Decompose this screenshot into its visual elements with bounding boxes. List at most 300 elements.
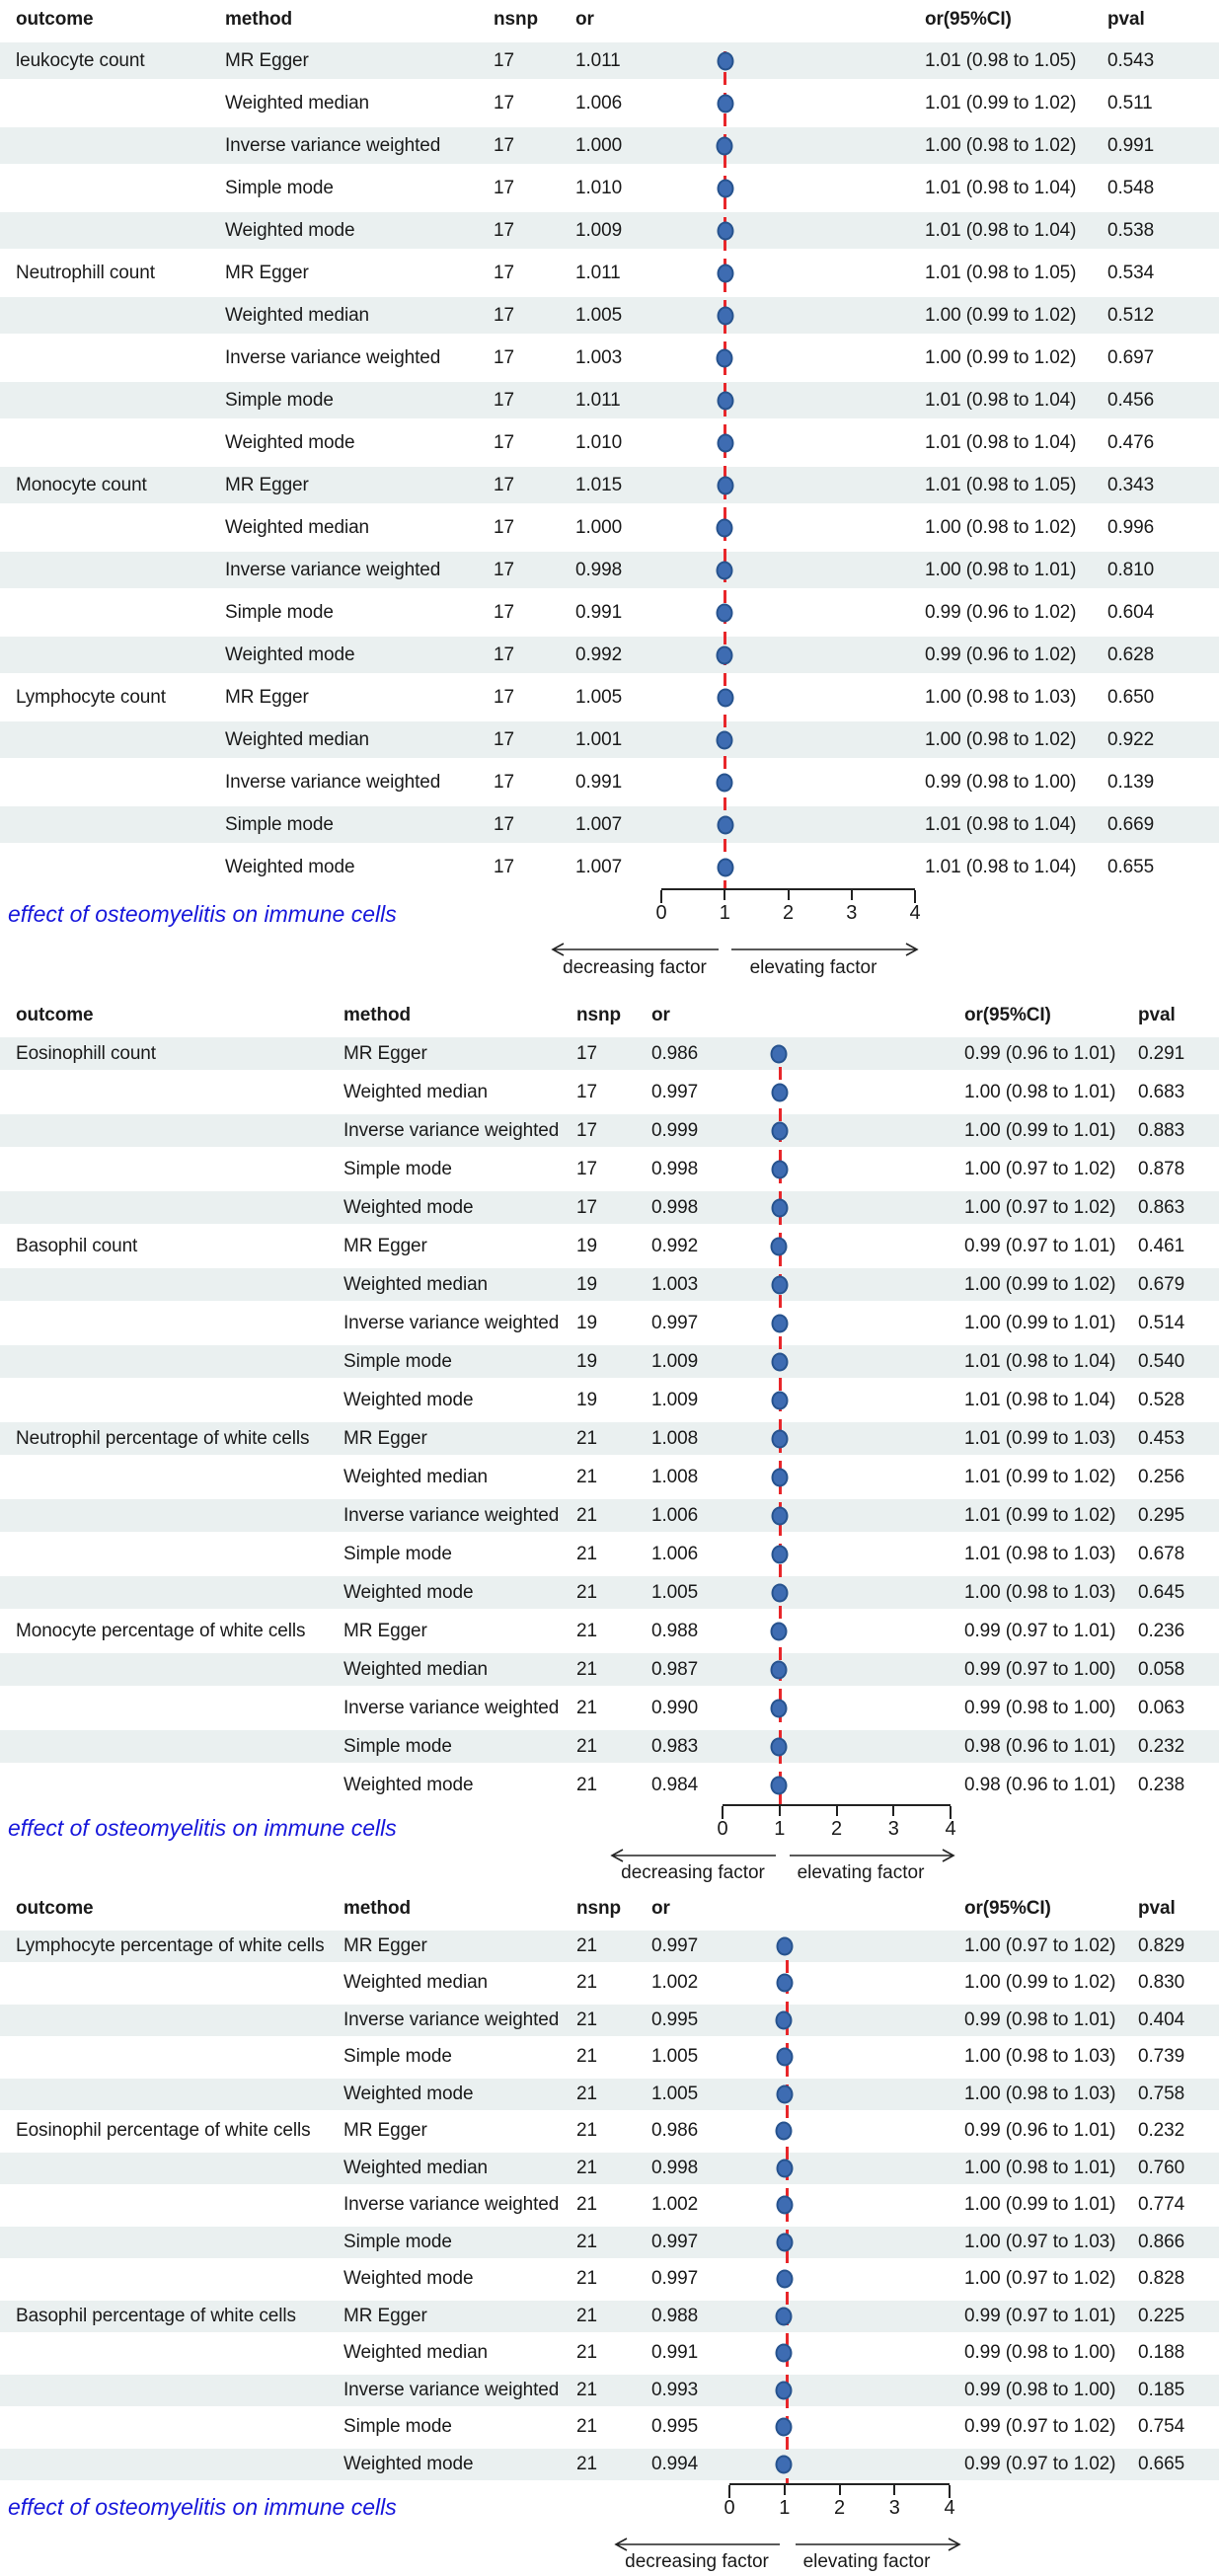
ci-value: 1.00 (0.97 to 1.02) [964,1158,1116,1179]
nsnp-value: 21 [576,2083,597,2104]
forest-dot [772,1352,789,1371]
nsnp-value: 17 [494,49,514,71]
table-row [0,82,1219,124]
method-label: MR Egger [225,262,309,283]
method-label: Simple mode [343,2231,452,2252]
nsnp-value: 19 [576,1350,597,1372]
method-label: Weighted mode [225,856,355,877]
axis-tick-label: 2 [833,2496,846,2519]
ci-value: 1.01 (0.98 to 1.05) [925,474,1077,495]
or-value: 1.007 [575,813,623,835]
axis-tick-label: 3 [846,902,858,924]
pval-value: 0.538 [1107,219,1155,241]
nsnp-value: 17 [494,856,514,877]
ci-value: 1.00 (0.98 to 1.02) [925,134,1077,156]
col-header-or: or [651,1898,670,1919]
table-row [0,1496,1219,1535]
table-row [0,1265,1219,1304]
nsnp-value: 21 [576,2008,597,2030]
axis-tick-label: 2 [830,1818,843,1840]
nsnp-value: 21 [576,1774,597,1795]
axis-tick [893,2485,895,2495]
axis-tick [724,890,725,900]
or-value: 0.988 [651,2305,699,2326]
forest-dot [717,221,733,240]
nsnp-value: 21 [576,1581,597,1603]
forest-dot [771,1275,788,1294]
col-header-method: method [343,1898,412,1919]
table-row [0,124,1219,167]
or-value: 1.011 [575,389,621,411]
method-label: MR Egger [343,1235,427,1256]
table-row [0,2261,1219,2299]
pval-value: 0.456 [1107,389,1155,411]
nsnp-value: 21 [576,2305,597,2326]
direction-arrows [0,932,1219,997]
nsnp-value: 21 [576,2268,597,2290]
axis-strip [0,2483,1219,2525]
table-row [0,2039,1219,2077]
ci-value: 1.00 (0.98 to 1.03) [964,2046,1116,2068]
pval-value: 0.679 [1138,1273,1185,1295]
table-row [0,2298,1219,2335]
ci-value: 0.99 (0.97 to 1.02) [964,2416,1116,2438]
ci-value: 1.00 (0.98 to 1.02) [925,728,1077,750]
axis-tick-label: 1 [774,1818,786,1840]
axis-tick [788,890,790,900]
table-row [0,1727,1219,1766]
ci-value: 1.01 (0.98 to 1.04) [964,1389,1116,1410]
outcome-label: leukocyte count [16,49,145,71]
table-row [0,2187,1219,2225]
ci-value: 0.99 (0.98 to 1.00) [925,771,1077,793]
col-header-nsnp: nsnp [576,1898,621,1919]
nsnp-value: 17 [494,559,514,580]
nsnp-value: 21 [576,2231,597,2252]
ci-value: 1.00 (0.99 to 1.01) [964,1312,1116,1333]
col-header-nsnp: nsnp [494,9,538,30]
decreasing-factor-label: decreasing factor [625,2550,769,2572]
nsnp-value: 21 [576,2194,597,2216]
direction-arrows [0,1846,1219,1890]
ci-value: 1.00 (0.97 to 1.02) [964,1196,1116,1218]
or-value: 0.998 [651,1158,699,1179]
forest-dot [776,2159,793,2177]
or-value: 0.987 [651,1658,699,1680]
forest-dot [771,1237,788,1255]
or-value: 0.984 [651,1774,699,1795]
pval-value: 0.511 [1107,92,1153,114]
table-row [0,1689,1219,1727]
outcome-label: Monocyte percentage of white cells [16,1620,306,1641]
or-value: 1.011 [575,262,621,283]
pval-value: 0.683 [1138,1081,1185,1102]
forest-dot [771,1314,788,1332]
pval-value: 0.650 [1107,686,1155,708]
ci-value: 1.01 (0.98 to 1.04) [925,389,1077,411]
nsnp-value: 21 [576,1466,597,1487]
pval-value: 0.810 [1107,559,1155,580]
or-value: 0.991 [651,2342,699,2364]
method-label: Weighted mode [225,219,355,241]
nsnp-value: 21 [576,2120,597,2142]
forest-dot [717,433,733,452]
table-row [0,1150,1219,1188]
or-value: 1.009 [651,1350,699,1372]
pval-value: 0.645 [1138,1581,1185,1603]
col-header-or: or [651,1005,670,1025]
forest-dot [775,2122,792,2141]
nsnp-value: 21 [576,1543,597,1564]
or-value: 1.005 [651,2046,699,2068]
axis-tick [839,2485,841,2495]
pval-value: 0.996 [1107,516,1155,538]
method-label: Weighted median [343,1081,489,1102]
or-value: 0.998 [651,2157,699,2178]
forest-dot [771,1121,788,1140]
method-label: Weighted mode [343,2083,474,2104]
nsnp-value: 17 [576,1042,597,1064]
ci-value: 1.01 (0.98 to 1.05) [925,49,1077,71]
nsnp-value: 17 [576,1119,597,1141]
or-value: 1.009 [651,1389,699,1410]
table-row [0,803,1219,846]
ci-value: 0.99 (0.97 to 1.01) [964,2305,1116,2326]
forest-dot [776,2010,793,2029]
pval-value: 0.758 [1138,2083,1185,2104]
table-row [0,379,1219,421]
pval-value: 0.453 [1138,1427,1185,1449]
ci-value: 0.99 (0.96 to 1.01) [964,1042,1116,1064]
method-label: Weighted median [343,1658,489,1680]
axis-tick-label: 4 [945,1818,956,1840]
x-axis-line [655,888,921,924]
nsnp-value: 19 [576,1273,597,1295]
nsnp-value: 17 [494,771,514,793]
pval-value: 0.866 [1138,2231,1185,2252]
ci-value: 1.01 (0.98 to 1.04) [925,856,1077,877]
axis-tick [892,1806,894,1816]
nsnp-value: 21 [576,1427,597,1449]
col-header-or: or [575,9,594,30]
or-value: 0.997 [651,1081,699,1102]
or-value: 1.001 [575,728,623,750]
method-label: MR Egger [343,1934,427,1956]
table-row [0,209,1219,252]
nsnp-value: 21 [576,1620,597,1641]
col-header-pval: pval [1138,1005,1176,1025]
pval-value: 0.188 [1138,2342,1185,2364]
method-label: Simple mode [343,1158,452,1179]
forest-dot [717,815,733,834]
axis-strip [0,888,1219,932]
ci-value: 1.00 (0.99 to 1.01) [964,2194,1116,2216]
nsnp-value: 21 [576,2453,597,2474]
pval-value: 0.058 [1138,1658,1185,1680]
pval-value: 0.991 [1107,134,1155,156]
or-value: 1.007 [575,856,623,877]
pval-value: 0.655 [1107,856,1155,877]
pval-value: 0.828 [1138,2268,1185,2290]
forest-dot [771,1622,788,1640]
ci-value: 0.98 (0.96 to 1.01) [964,1774,1116,1795]
or-value: 1.006 [575,92,623,114]
pval-value: 0.878 [1138,1158,1185,1179]
nsnp-value: 19 [576,1312,597,1333]
method-label: Inverse variance weighted [225,346,441,368]
table-row [0,1965,1219,2003]
forest-dot [776,2381,793,2399]
pval-value: 0.543 [1107,49,1155,71]
panel-caption: effect of osteomyelitis on immune cells [8,901,397,927]
ci-value: 1.00 (0.97 to 1.02) [964,2268,1116,2290]
table-row [0,1928,1219,1965]
table-row [0,2113,1219,2151]
forest-dot [716,603,732,622]
table-row [0,1188,1219,1227]
nsnp-value: 17 [576,1081,597,1102]
col-header-ci: or(95%CI) [964,1898,1051,1919]
table-row [0,634,1219,676]
nsnp-value: 17 [494,304,514,326]
nsnp-value: 17 [494,686,514,708]
outcome-label: Neutrophill count [16,262,155,283]
ci-value: 1.00 (0.98 to 1.03) [925,686,1077,708]
method-label: Inverse variance weighted [343,1697,560,1718]
col-header-outcome: outcome [16,9,94,30]
pval-value: 0.863 [1138,1196,1185,1218]
forest-dot [770,1044,787,1063]
ci-value: 0.99 (0.97 to 1.01) [964,1620,1116,1641]
axis-tick-label: 4 [909,902,921,924]
table-row [0,2002,1219,2039]
table-row [0,1766,1219,1804]
nsnp-value: 21 [576,1504,597,1526]
ci-value: 1.01 (0.99 to 1.03) [964,1427,1116,1449]
elevating-factor-label: elevating factor [802,2550,931,2572]
method-label: Weighted mode [343,1774,474,1795]
or-value: 1.011 [575,49,621,71]
forest-dot [772,1545,789,1563]
forest-panel-percentages [0,1890,1219,2576]
table-row [0,2335,1219,2373]
direction-arrows [0,2525,1219,2576]
forest-dot [717,51,733,70]
nsnp-value: 19 [576,1235,597,1256]
nsnp-value: 21 [576,1697,597,1718]
nsnp-value: 17 [494,813,514,835]
axis-tick-label: 1 [779,2496,791,2519]
or-value: 0.998 [575,559,623,580]
forest-dot [776,2418,793,2437]
method-label: Weighted median [343,1273,489,1295]
ci-value: 1.00 (0.97 to 1.03) [964,2231,1116,2252]
col-header-pval: pval [1138,1898,1176,1919]
axis-tick-label: 0 [724,2496,735,2519]
table-row [0,1535,1219,1573]
ci-value: 1.00 (0.98 to 1.01) [964,2157,1116,2178]
nsnp-value: 17 [494,601,514,623]
ci-value: 1.00 (0.98 to 1.03) [964,1581,1116,1603]
or-value: 0.997 [651,2231,699,2252]
forest-dot [772,1468,789,1486]
axis-tick [851,890,853,900]
table-row [0,167,1219,209]
table-row [0,1227,1219,1265]
forest-dot [771,1198,788,1217]
nsnp-value: 17 [494,262,514,283]
ci-value: 1.01 (0.99 to 1.02) [964,1504,1116,1526]
pval-value: 0.760 [1138,2157,1185,2178]
nsnp-value: 17 [494,728,514,750]
or-value: 1.000 [575,134,623,156]
ci-value: 1.00 (0.99 to 1.02) [964,1273,1116,1295]
table-row [0,719,1219,761]
pval-value: 0.830 [1138,1972,1185,1994]
axis-tick-label: 0 [717,1818,728,1840]
forest-dot [777,2048,794,2067]
forest-dot [717,179,733,197]
ci-value: 1.01 (0.99 to 1.02) [964,1466,1116,1487]
nsnp-value: 21 [576,1934,597,1956]
col-header-ci: or(95%CI) [964,1005,1051,1025]
table-row [0,2224,1219,2261]
method-label: MR Egger [343,2120,427,2142]
table-row [0,2372,1219,2409]
pval-value: 0.628 [1107,644,1155,665]
method-label: Inverse variance weighted [225,134,441,156]
axis-strip [0,1804,1219,1846]
forest-dot [716,773,732,792]
or-value: 1.003 [651,1273,699,1295]
method-label: Simple mode [343,1735,452,1757]
or-value: 0.990 [651,1697,699,1718]
nsnp-value: 21 [576,2157,597,2178]
nsnp-value: 17 [494,92,514,114]
forest-dot [776,2455,793,2473]
plot-zone [0,1928,1219,2525]
or-value: 0.999 [651,1119,699,1141]
pval-value: 0.232 [1138,1735,1185,1757]
column-header-row [0,1890,1219,1928]
forest-dot [776,2270,793,2289]
pval-value: 0.534 [1107,262,1155,283]
forest-dot [770,1776,787,1794]
col-header-outcome: outcome [16,1005,94,1025]
pval-value: 0.185 [1138,2379,1185,2400]
forest-dot [717,94,733,113]
method-label: Weighted median [343,2342,489,2364]
ci-value: 0.99 (0.98 to 1.00) [964,2342,1116,2364]
outcome-label: Lymphocyte percentage of white cells [16,1934,325,1956]
pval-value: 0.295 [1138,1504,1185,1526]
method-label: Simple mode [343,2046,452,2068]
nsnp-value: 21 [576,2342,597,2364]
method-label: Inverse variance weighted [343,1504,560,1526]
ci-value: 0.98 (0.96 to 1.01) [964,1735,1116,1757]
ci-value: 0.99 (0.96 to 1.02) [925,601,1077,623]
method-label: Simple mode [225,601,334,623]
col-header-method: method [225,9,293,30]
pval-value: 0.063 [1138,1697,1185,1718]
or-value: 0.997 [651,1934,699,1956]
col-header-outcome: outcome [16,1898,94,1919]
forest-dot [717,391,733,410]
table-row [0,591,1219,634]
forest-dot [776,2196,793,2215]
plot-zone [0,1034,1219,1846]
table-row [0,2150,1219,2187]
forest-dot [772,1429,789,1448]
ci-value: 1.00 (0.99 to 1.01) [964,1119,1116,1141]
method-label: Weighted mode [343,2268,474,2290]
ci-value: 1.01 (0.98 to 1.04) [925,813,1077,835]
method-label: Weighted mode [343,1581,474,1603]
axis-tick [784,2485,786,2495]
pval-value: 0.540 [1138,1350,1185,1372]
ci-value: 1.00 (0.98 to 1.03) [964,2083,1116,2104]
method-label: Weighted mode [343,1389,474,1410]
ci-value: 1.00 (0.97 to 1.02) [964,1934,1116,1956]
table-row [0,337,1219,379]
method-label: Weighted median [343,1972,489,1994]
or-value: 0.994 [651,2453,699,2474]
elevating-factor-label: elevating factor [749,957,877,978]
forest-dot [776,2344,793,2363]
col-header-pval: pval [1107,9,1145,30]
table-row [0,1612,1219,1650]
pval-value: 0.528 [1138,1389,1185,1410]
nsnp-value: 21 [576,1972,597,1994]
outcome-label: Monocyte count [16,474,147,495]
ci-value: 0.99 (0.96 to 1.01) [964,2120,1116,2142]
table-row [0,1419,1219,1458]
method-label: Weighted mode [225,644,355,665]
ci-value: 1.01 (0.99 to 1.02) [925,92,1077,114]
forest-dot [772,1506,789,1525]
forest-dot [716,645,732,664]
method-label: MR Egger [343,2305,427,2326]
pval-value: 0.404 [1138,2008,1185,2030]
or-value: 1.003 [575,346,623,368]
axis-tick-label: 1 [719,902,730,924]
table-row [0,506,1219,549]
ci-value: 0.99 (0.96 to 1.02) [925,644,1077,665]
pval-value: 0.739 [1138,2046,1185,2068]
nsnp-value: 17 [494,431,514,453]
method-label: Simple mode [343,1543,452,1564]
method-label: MR Egger [343,1427,427,1449]
ci-value: 1.00 (0.98 to 1.01) [964,1081,1116,1102]
forest-dot [717,348,733,367]
axis-tick-label: 3 [888,2496,900,2519]
pval-value: 0.678 [1138,1543,1185,1564]
table-row [0,1573,1219,1612]
pval-value: 0.774 [1138,2194,1185,2216]
axis-tick-label: 4 [944,2496,955,2519]
method-label: Inverse variance weighted [343,1119,560,1141]
outcome-label: Eosinophill count [16,1042,156,1064]
method-label: Simple mode [343,1350,452,1372]
table-row [0,421,1219,464]
nsnp-value: 17 [494,644,514,665]
ci-value: 1.01 (0.98 to 1.04) [964,1350,1116,1372]
or-value: 0.992 [575,644,623,665]
table-row [0,676,1219,719]
table-row [0,2076,1219,2113]
nsnp-value: 21 [576,1735,597,1757]
or-value: 0.995 [651,2008,699,2030]
